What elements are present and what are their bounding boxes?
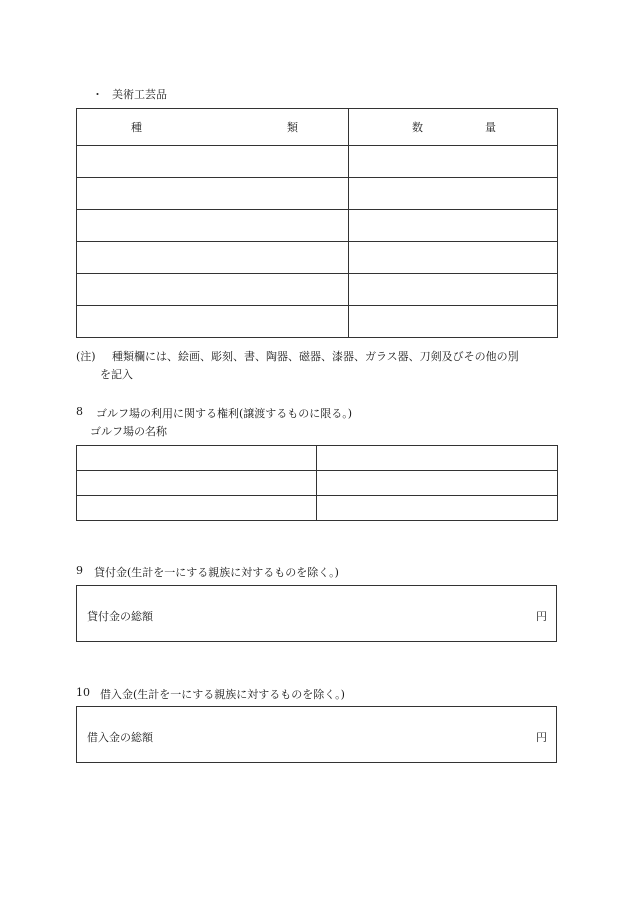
cell-kind[interactable] (77, 210, 349, 242)
header-quantity: 数 量 (349, 109, 558, 146)
header-kind: 種 類 (77, 109, 349, 146)
cell-quantity[interactable] (349, 306, 558, 338)
cell-quantity[interactable] (349, 146, 558, 178)
golf-cell-left[interactable] (77, 471, 317, 496)
loan-total-box[interactable] (76, 585, 557, 642)
cell-kind[interactable] (77, 178, 349, 210)
golf-table (76, 445, 558, 521)
bullet: ・ (92, 88, 103, 101)
cell-kind[interactable] (77, 306, 349, 338)
golf-cell-left[interactable] (77, 446, 317, 471)
golf-name-label: ゴルフ場の名称 (90, 425, 167, 438)
cell-quantity[interactable] (349, 210, 558, 242)
loan-section-number: 9 (76, 564, 83, 577)
borrow-section-title: 借入金(生計を一にする親族に対するものを除く。) (100, 688, 345, 701)
art-section-title: 美術工芸品 (112, 88, 167, 101)
note-line-1: 種類欄には、絵画、彫刻、書、陶器、磁器、漆器、ガラス器、刀剣及びその他の別 (112, 350, 519, 363)
golf-cell-right[interactable] (317, 446, 558, 471)
cell-quantity[interactable] (349, 178, 558, 210)
table-row (77, 306, 558, 338)
borrow-yen-unit: 円 (536, 731, 547, 744)
cell-quantity[interactable] (349, 242, 558, 274)
table-row (77, 210, 558, 242)
cell-kind[interactable] (77, 146, 349, 178)
table-row (77, 446, 558, 471)
note-label: (注) (76, 350, 96, 363)
cell-quantity[interactable] (349, 274, 558, 306)
note-line-2: を記入 (100, 368, 133, 381)
table-row (77, 146, 558, 178)
cell-kind[interactable] (77, 274, 349, 306)
golf-section-number: 8 (76, 405, 83, 418)
golf-cell-left[interactable] (77, 496, 317, 521)
table-row (77, 471, 558, 496)
golf-cell-right[interactable] (317, 496, 558, 521)
table-row (77, 274, 558, 306)
loan-section-title: 貸付金(生計を一にする親族に対するものを除く。) (94, 566, 339, 579)
golf-cell-right[interactable] (317, 471, 558, 496)
table-row (77, 242, 558, 274)
cell-kind[interactable] (77, 242, 349, 274)
table-row (77, 496, 558, 521)
table-row (77, 178, 558, 210)
art-table-header (77, 109, 558, 146)
art-table (76, 108, 558, 338)
loan-total-label: 貸付金の総額 (87, 610, 153, 623)
borrow-total-box[interactable] (76, 706, 557, 763)
borrow-total-label: 借入金の総額 (87, 731, 153, 744)
loan-yen-unit: 円 (536, 610, 547, 623)
borrow-section-number: 10 (76, 686, 90, 699)
golf-section-title: ゴルフ場の利用に関する権利(譲渡するものに限る。) (96, 407, 353, 420)
